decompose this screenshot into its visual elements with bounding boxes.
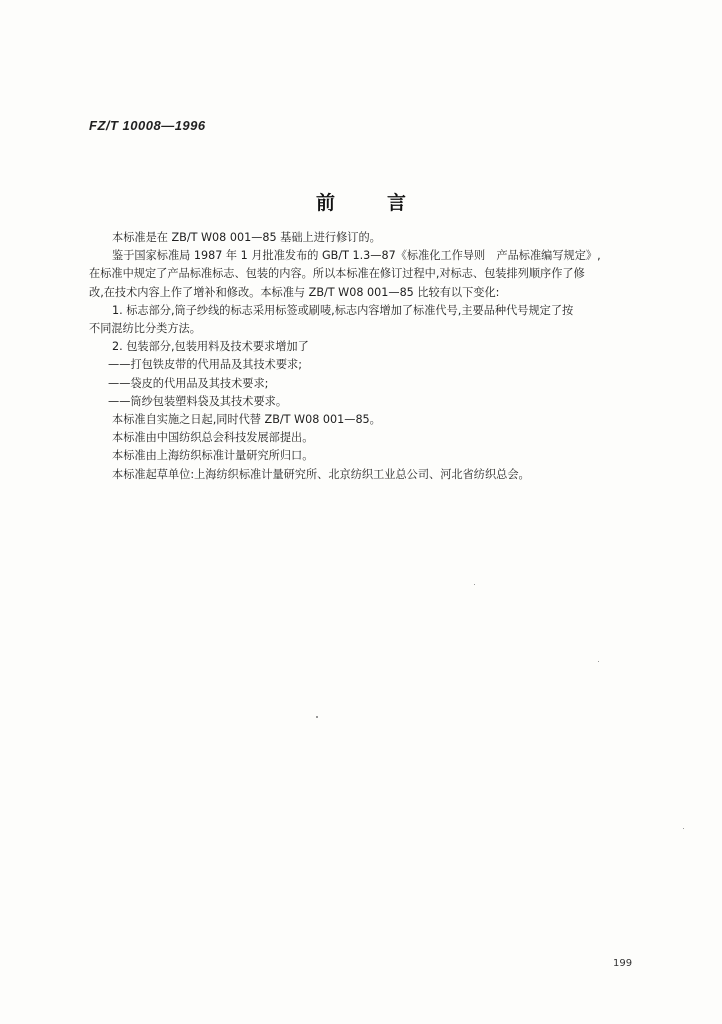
page-title: [0, 188, 722, 215]
scan-speck: [474, 584, 475, 585]
scan-speck: [316, 716, 318, 718]
list-item: ——袋皮的代用品及其技术要求;: [108, 376, 269, 390]
paragraph: 本标准起草单位:上海纺织标准计量研究所、北京纺织工业总公司、河北省纺织总会。: [112, 467, 530, 481]
paragraph: 2. 包装部分,包装用料及技术要求增加了: [112, 340, 309, 354]
paragraph: 不同混纺比分类方法。: [89, 322, 201, 336]
title-char-2: 言: [387, 192, 407, 214]
paragraph: 本标准由上海纺织标准计量研究所归口。: [112, 449, 314, 463]
list-item: ——打包铁皮带的代用品及其技术要求;: [108, 358, 302, 372]
paragraph: 1. 标志部分,筒子纱线的标志采用标签或刷唛,标志内容增加了标准代号,主要品种代号规定了按: [112, 303, 574, 317]
title-char-1: 前: [315, 192, 335, 214]
page-number: 199: [613, 958, 633, 969]
scan-speck: [683, 828, 684, 829]
paragraph: 在标准中规定了产品标准标志、包装的内容。所以本标准在修订过程中,对标志、包装排列顺序作了修: [89, 267, 585, 281]
foreword-body: [89, 229, 657, 484]
standard-code: FZ/T 10008—1996: [89, 118, 206, 133]
paragraph: 鉴于国家标准局 1987 年 1 月批准发布的 GB/T 1.3—87《标准化工作导则 产品标准编写规定》,: [112, 249, 601, 263]
paragraph: 本标准自实施之日起,同时代替 ZB/T W08 001—85。: [112, 413, 381, 427]
scan-speck: [598, 661, 599, 662]
paragraph: 改,在技术内容上作了增补和修改。本标准与 ZB/T W08 001—85 比较有以下变化:: [89, 285, 500, 299]
paragraph: 本标准由中国纺织总会科技发展部提出。: [112, 431, 314, 445]
list-item: ——筒纱包装塑料袋及其技术要求。: [108, 394, 288, 408]
paragraph: 本标准是在 ZB/T W08 001—85 基础上进行修订的。: [112, 231, 381, 244]
